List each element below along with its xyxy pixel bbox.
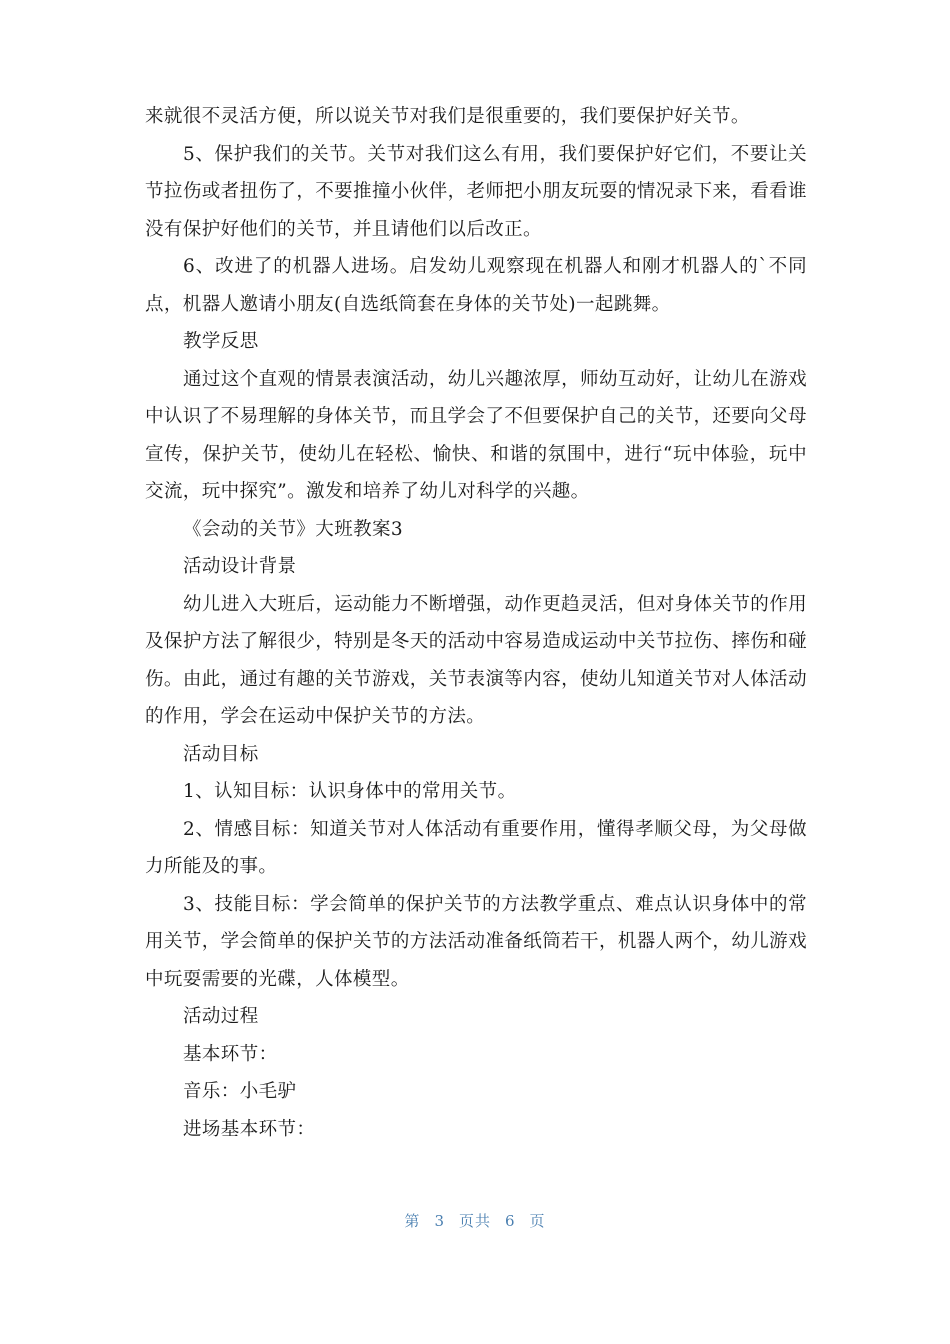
page-footer [0,1210,950,1231]
page-number: 3 [434,1212,445,1230]
paragraph: 音乐：小毛驴 [183,1081,297,1102]
footer-word: 页共 [458,1212,491,1230]
paragraph: 通过这个直观的情景表演活动，幼儿兴趣浓厚，师幼互动好，让幼儿在游戏中认识了不易理解的身体关节，而且学会了不但要保护自己的关节，还要向父母宣传，保护关节，使幼儿在轻松、愉快、和谐的氛围中，进行“玩中体验，玩中交流，玩中探究”。激发和培养了幼儿对科学的兴趣。 [145,368,807,502]
total-pages: 6 [505,1212,516,1230]
paragraph: 5、保护我们的关节。关节对我们这么有用，我们要保护好它们，不要让关节拉伤或者扭伤了，不要推撞小伙伴，老师把小朋友玩耍的情况录下来，看看谁没有保护好他们的关节，并且请他们以后改正。 [145,143,807,240]
document-body [145,98,807,1148]
paragraph: 基本环节： [183,1043,278,1065]
section-heading: 《会动的关节》大班教案3 [183,518,404,540]
section-heading: 活动过程 [183,1006,259,1027]
section-heading: 活动设计背景 [183,556,297,577]
footer-word: 页 [529,1212,546,1230]
paragraph: 幼儿进入大班后，运动能力不断增强，动作更趋灵活，但对身体关节的作用及保护方法了解很少，特别是冬天的活动中容易造成运动中关节拉伤、摔伤和碰伤。由此，通过有趣的关节游戏，关节表演等内容，使幼儿知道关节对人体活动的作用，学会在运动中保护关节的方法。 [145,593,807,727]
section-heading: 活动目标 [183,743,259,765]
paragraph: 6、改进了的机器人进场。启发幼儿观察现在机器人和刚才机器人的`不同点，机器人邀请小朋友(自选纸筒套在身体的关节处)一起跳舞。 [145,256,807,315]
paragraph: 进场基本环节： [183,1118,316,1140]
list-item: 1、认知目标：认识身体中的常用关节。 [183,781,517,802]
section-heading: 教学反思 [183,331,259,352]
paragraph: 来就很不灵活方便，所以说关节对我们是很重要的，我们要保护好关节。 [145,106,750,127]
list-item: 2、情感目标：知道关节对人体活动有重要作用，懂得孝顺父母，为父母做力所能及的事。 [145,818,807,877]
footer-word: 第 [404,1212,421,1230]
list-item: 3、技能目标：学会简单的保护关节的方法教学重点、难点认识身体中的常用关节，学会简单的保护关节的方法活动准备纸筒若干，机器人两个，幼儿游戏中玩耍需要的光碟，人体模型。 [145,893,807,990]
